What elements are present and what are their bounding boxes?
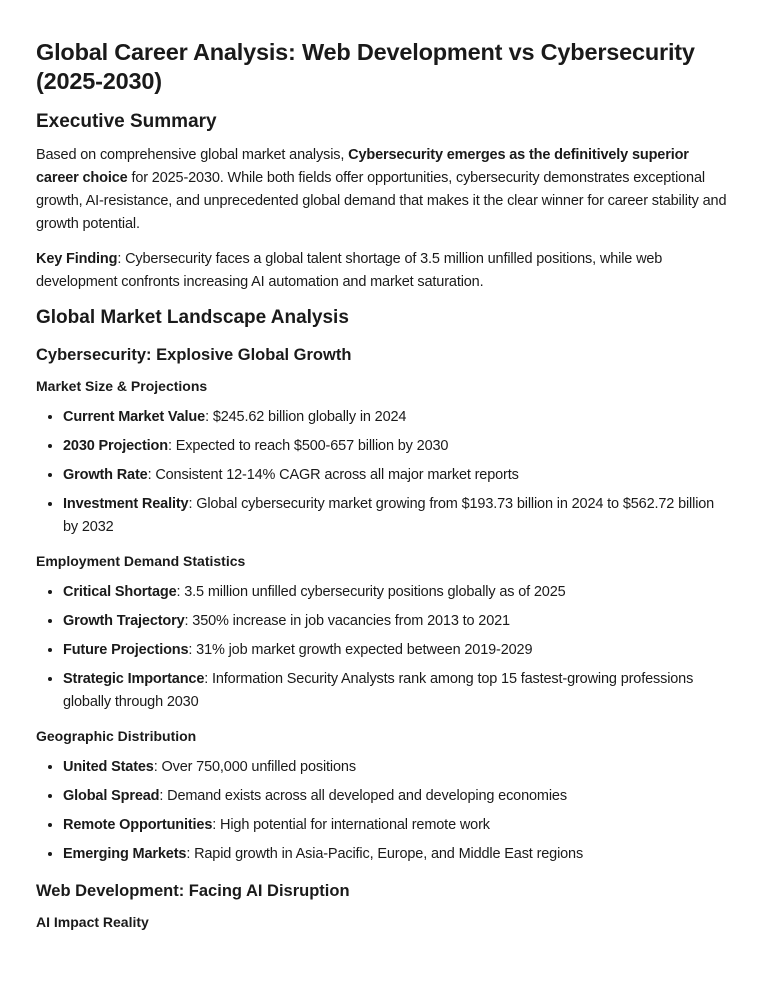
section-heading-executive-summary: Executive Summary xyxy=(36,111,217,132)
list-item xyxy=(63,785,732,808)
summary-text: for 2025-2030. While both fields offer opportunities, cybersecurity demonstrates exceptional growth, AI-resistance, and unprecedented global demand that makes it the clear winner for career stability and growth potential. xyxy=(36,170,727,232)
list-item-label: Investment Reality xyxy=(63,496,189,512)
list-item xyxy=(63,493,732,539)
list-item-text: : High potential for international remote work xyxy=(212,817,490,833)
key-finding-paragraph xyxy=(36,248,732,294)
list-item-label: Emerging Markets xyxy=(63,846,187,862)
list-item xyxy=(63,843,732,866)
bullet-list xyxy=(36,581,732,714)
list-item xyxy=(63,464,732,487)
group-heading: Geographic Distribution xyxy=(36,728,197,744)
list-item xyxy=(63,756,732,779)
subsection-heading-cybersecurity: Cybersecurity: Explosive Global Growth xyxy=(36,346,352,364)
list-item xyxy=(63,668,732,714)
bullet-list xyxy=(36,756,732,866)
list-item-label: Current Market Value xyxy=(63,409,206,425)
list-item xyxy=(63,435,732,458)
list-item xyxy=(63,814,732,837)
executive-summary-paragraph xyxy=(36,144,732,236)
list-item-text: : Rapid growth in Asia-Pacific, Europe, and Middle East regions xyxy=(186,846,584,862)
list-item-text: : 31% job market growth expected between 2019-2029 xyxy=(188,642,533,658)
key-finding-label: Key Finding xyxy=(36,251,118,267)
section-heading-market-landscape: Global Market Landscape Analysis xyxy=(36,307,349,328)
list-item-label: United States xyxy=(63,759,154,775)
subsection-heading-web-development: Web Development: Facing AI Disruption xyxy=(36,882,350,900)
key-finding-text: : Cybersecurity faces a global talent shortage of 3.5 million unfilled positions, while web development confronts increasing AI automation and market saturation. xyxy=(36,251,663,290)
list-item-text: : 3.5 million unfilled cybersecurity positions globally as of 2025 xyxy=(176,584,566,600)
list-item xyxy=(63,406,732,429)
list-item xyxy=(63,581,732,604)
list-item-label: Global Spread xyxy=(63,788,160,804)
group-heading: Employment Demand Statistics xyxy=(36,553,246,569)
list-item-text: : Information Security Analysts rank among top 15 fastest-growing professions globally through 2030 xyxy=(63,671,694,710)
list-item-label: Strategic Importance xyxy=(63,671,205,687)
list-item-label: 2030 Projection xyxy=(63,438,168,454)
bullet-list xyxy=(36,406,732,539)
list-item-text: : Global cybersecurity market growing from $193.73 billion in 2024 to $562.72 billion by 2032 xyxy=(63,496,715,535)
list-item-text: : Demand exists across all developed and developing economies xyxy=(159,788,567,804)
page-title: Global Career Analysis: Web Development vs Cybersecurity (2025-2030) xyxy=(36,39,695,94)
list-item-label: Growth Trajectory xyxy=(63,613,185,629)
group-heading-ai-impact: AI Impact Reality xyxy=(36,914,149,930)
list-item-text: : Expected to reach $500-657 billion by 2030 xyxy=(167,438,449,454)
list-item xyxy=(63,639,732,662)
list-item-label: Growth Rate xyxy=(63,467,148,483)
cybersecurity-groups xyxy=(36,376,732,866)
list-item-text: : Consistent 12-14% CAGR across all major market reports xyxy=(147,467,519,483)
summary-text: Based on comprehensive global market analysis, xyxy=(36,147,349,163)
summary-bold-text: Cybersecurity emerges as the definitively superior career choice xyxy=(36,147,689,186)
list-item xyxy=(63,610,732,633)
list-item-text: : 350% increase in job vacancies from 2013 to 2021 xyxy=(184,613,510,629)
list-item-text: : Over 750,000 unfilled positions xyxy=(153,759,356,775)
list-item-text: : $245.62 billion globally in 2024 xyxy=(205,409,407,425)
list-item-label: Remote Opportunities xyxy=(63,817,213,833)
group-heading: Market Size & Projections xyxy=(36,378,208,394)
list-item-label: Critical Shortage xyxy=(63,584,177,600)
list-item-label: Future Projections xyxy=(63,642,189,658)
